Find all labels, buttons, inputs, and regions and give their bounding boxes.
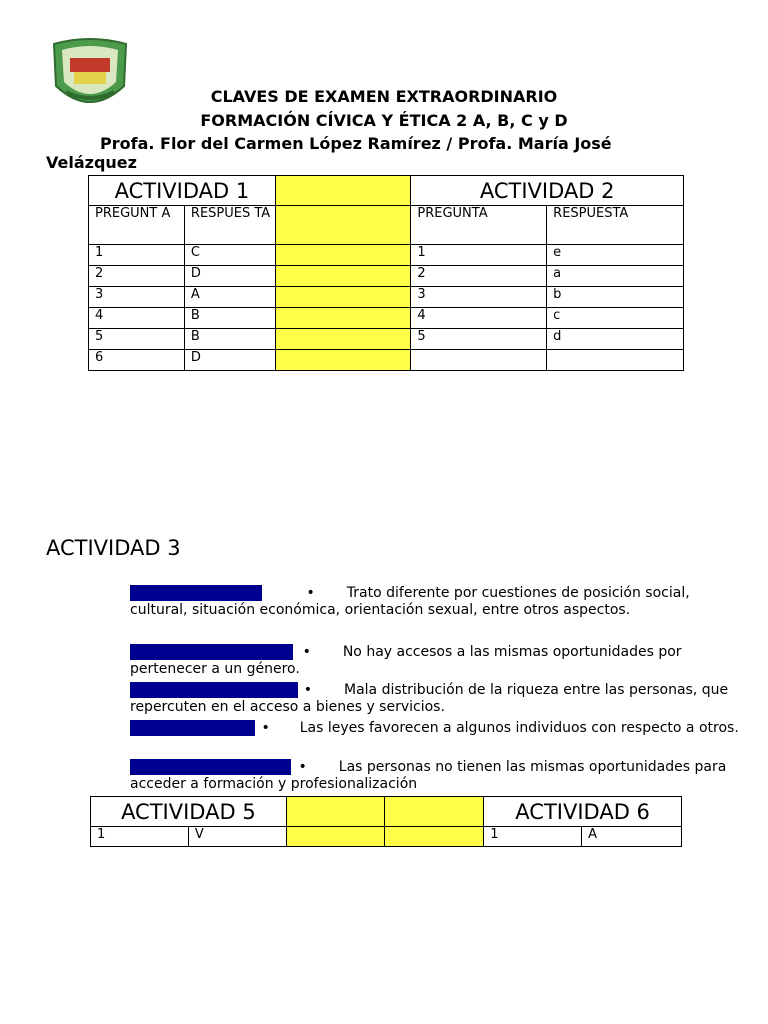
question-cell: 3 — [411, 287, 547, 308]
actividad-5-title: ACTIVIDAD 5 — [91, 797, 287, 827]
answer-cell: e — [547, 245, 684, 266]
table-row — [89, 266, 684, 287]
answer-cell — [547, 350, 684, 371]
highlight-cell — [385, 797, 484, 827]
actividad-1-title: ACTIVIDAD 1 — [89, 176, 276, 206]
bullet: • — [306, 585, 315, 601]
answer-cell: A — [582, 827, 682, 847]
document-title: CLAVES DE EXAMEN EXTRAORDINARIO — [210, 87, 558, 106]
bullet: • — [261, 720, 270, 736]
highlight-cell — [385, 827, 484, 847]
answer-cell: B — [184, 308, 275, 329]
actividad-2-title: ACTIVIDAD 2 — [411, 176, 684, 206]
column-header: RESPUES TA — [184, 206, 275, 245]
table-row — [91, 827, 682, 847]
list-item — [130, 585, 740, 619]
highlight-cell — [286, 797, 385, 827]
question-cell: 1 — [91, 827, 189, 847]
answers-table-2 — [90, 796, 682, 847]
table-row — [89, 350, 684, 371]
term-highlight: Desigualdad social — [130, 585, 262, 601]
answer-cell: a — [547, 266, 684, 287]
question-cell: 2 — [89, 266, 185, 287]
bullet: • — [298, 759, 307, 775]
term-highlight: Desigualdad económica — [130, 682, 298, 698]
question-cell: 1 — [89, 245, 185, 266]
term-highlight: Desigualdad legal — [130, 720, 256, 736]
answer-cell: B — [184, 329, 275, 350]
definition-text: Trato diferente por cuestiones de posición social, cultural, situación económica, orientación sexual, entre otros aspectos. — [130, 585, 690, 618]
question-cell: 5 — [89, 329, 185, 350]
answer-cell: C — [184, 245, 275, 266]
list-item — [130, 644, 740, 678]
answer-cell: A — [184, 287, 275, 308]
table-row — [89, 329, 684, 350]
answer-cell: V — [188, 827, 286, 847]
highlight-cell — [275, 308, 411, 329]
answer-cell: D — [184, 350, 275, 371]
question-cell: 1 — [411, 245, 547, 266]
column-header: RESPUESTA — [547, 206, 684, 245]
term-highlight: Desigualdad educativa — [130, 759, 291, 775]
table-row — [89, 245, 684, 266]
bullet: • — [303, 682, 312, 698]
answer-cell: c — [547, 308, 684, 329]
answer-cell: D — [184, 266, 275, 287]
column-header: PREGUNTA — [411, 206, 547, 245]
highlight-cell — [275, 329, 411, 350]
list-item — [130, 682, 740, 716]
question-cell: 3 — [89, 287, 185, 308]
question-cell: 4 — [411, 308, 547, 329]
answer-cell: b — [547, 287, 684, 308]
document-subtitle: FORMACIÓN CÍVICA Y ÉTICA 2 A, B, C y D — [200, 111, 568, 130]
highlight-cell — [275, 206, 411, 245]
question-cell: 6 — [89, 350, 185, 371]
table-row — [89, 287, 684, 308]
highlight-cell — [275, 266, 411, 287]
column-header: PREGUNT A — [89, 206, 185, 245]
bullet: • — [302, 644, 311, 660]
question-cell — [411, 350, 547, 371]
term-highlight: Desigualdad de género — [130, 644, 293, 660]
highlight-cell — [286, 827, 385, 847]
highlight-cell — [275, 350, 411, 371]
highlight-cell — [275, 287, 411, 308]
question-cell: 4 — [89, 308, 185, 329]
question-cell: 1 — [484, 827, 582, 847]
definition-text: Las personas no tienen las mismas oportunidades para acceder a formación y profesionalización — [130, 759, 727, 792]
answers-table-1 — [88, 175, 684, 371]
list-item — [130, 720, 740, 737]
highlight-cell — [275, 245, 411, 266]
answer-cell: d — [547, 329, 684, 350]
question-cell: 2 — [411, 266, 547, 287]
table-row — [89, 308, 684, 329]
actividad-3-title: ACTIVIDAD 3 — [46, 536, 181, 560]
highlight-cell — [275, 176, 411, 206]
definition-text: No hay accesos a las mismas oportunidades por pertenecer a un género. — [130, 644, 682, 677]
list-item — [130, 759, 740, 793]
question-cell: 5 — [411, 329, 547, 350]
actividad-6-title: ACTIVIDAD 6 — [484, 797, 682, 827]
teachers-line: Profa. Flor del Carmen López Ramírez / Profa. María José Velázquez — [46, 134, 612, 172]
definition-text: Las leyes favorecen a algunos individuos con respecto a otros. — [299, 720, 739, 736]
definition-text: Mala distribución de la riqueza entre las personas, que repercuten en el acceso a bienes y servicios. — [130, 682, 729, 715]
